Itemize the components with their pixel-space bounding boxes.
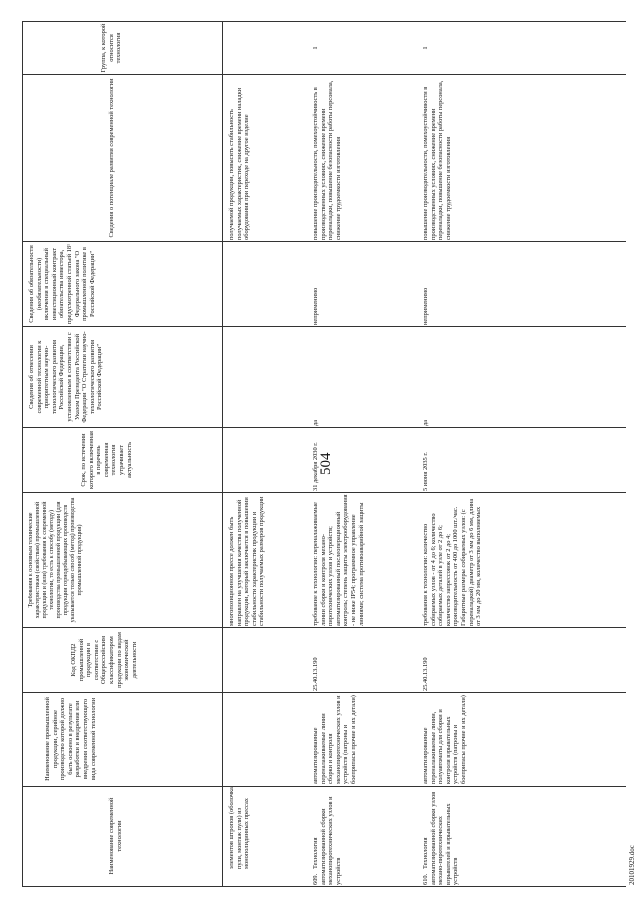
continuation-requirements: многопозиционном прессе должен быть направлен на улучшения качества полученной продукции, который заключается в повышении стабильности характеристик продукции и стабильности получаемых размеров продукции	[228, 496, 266, 626]
row-610-product: автоматизированные переналаживаемые линии, полуавтоматы для сборки и контроля взрывательных устройств (патроны и боеприпасы прочие и их детали)	[422, 695, 467, 784]
row-609-group: 1	[312, 46, 319, 50]
row-609-spik: неприменимо	[312, 287, 319, 325]
row-609-requirements: требование к технологии: переналаживаемые линии сборки и контроля механо-пиротехнических узлов и устройств; автоматизированный послеоперационный контроль; степень защиты электрооборудования - не ниже IP54; программное управление линиями; система противоаварийной защиты	[312, 494, 365, 626]
col-divider	[22, 74, 626, 75]
row-610-group: 1	[422, 46, 429, 50]
row-610-potential: повышение производительности, помехоустойчивости в производственных условиях, снижение времени переналадки, повышение безопасности работы персонала, снижение трудоемкости изготовления	[422, 80, 452, 240]
border-left	[22, 886, 626, 887]
row-610-spik: неприменимо	[422, 287, 429, 325]
row-609-potential: повышение производительности, помехоустойчивость в производственных условиях, снижение времени переналадки, повышение безопасности работы персонала, снижение трудоемкости изготовления	[312, 80, 342, 240]
col-divider	[22, 427, 626, 428]
row-number: 610.	[422, 873, 429, 885]
header-group: Группа, к которой относится технология	[100, 23, 123, 73]
page-number: 504	[318, 452, 334, 475]
border-right	[22, 21, 626, 22]
continuation-name: элементов штропов (оболочка пули, монтаж пули) из монополидинных прессах	[228, 787, 251, 869]
row-610-priority: да	[422, 419, 429, 426]
row-609-priority: да	[312, 419, 319, 426]
row-number: 609.	[312, 873, 319, 885]
row-609-okpd: 25.40.13.190	[312, 657, 319, 691]
header-priority: Сведения об отнесении современной технологии к приоритетным научно-технологического развития Российской Федерации, установленным в соответствии с Указом Президента Российской Федерации "О Стратегии научно-технологического развития Российской Федерации"	[28, 331, 104, 423]
continuation-potential: получаемой продукции, повысить стабильность получаемых характеристик, снижение времени наладки оборудования при переходе на другое изделие	[228, 87, 251, 240]
header-product: Наименование промышленной продукции, серийное производство которой должно быть освоено в результате разработки и внедрения или внедрения соответствующего вида современной технологии	[44, 697, 97, 781]
document-id: 20101929.doc	[628, 845, 636, 885]
technology-table	[22, 21, 626, 887]
row-609-product: автоматизированные переналаживаемые линии сборки и контроля механопиротехнических узлов и устройств (патроны и боеприпасы прочие и их детали)	[312, 695, 357, 784]
technology-name: Технология автоматизированной сборки узлов механо-пиротехнических взрывателей и взрывательных устройств	[422, 791, 460, 885]
col-divider	[22, 241, 626, 242]
header-okpd: Код ОКПД2 промышленной продукции в соответствии с Общероссийским классификатором продукции по видам экономической деятельности	[70, 632, 138, 688]
technology-name: Технология автоматизированной сборки механопиротехнических узлов и устройств	[312, 796, 342, 885]
header-potential: Сведения о потенциале развития современной технологии	[108, 78, 115, 238]
header-divider	[222, 21, 223, 887]
header-spik: Сведения об обязательности (необязательности) включения в специальный инвестиционный контракт обязательства инвестора, предусмотренной статьей 18¹ Федерального закона "О промышленной политике в Российской Федерации"	[28, 244, 96, 325]
header-requirements: Требования к основным технические характеристикам (свойствам) промышленной продукции и (или) требования к современной технологии, то есть к способу (методу) производства промышленной продукции (для продукции горнодобывающих производств указывается только способ (метод) производства промышленной продукции)	[28, 497, 83, 623]
col-divider	[22, 692, 626, 693]
row-609-name	[312, 787, 342, 885]
row-610-deadline: 5 июня 2035 г.	[422, 452, 429, 491]
row-610-requirements: требования к технологии: количество собираемых узлов - от 4 до 6; количество собираемых деталей в узле от 2 до 6; количество запрессовок от 2 до 4; производительность от 400 до 1000 шт./час. Габаритные размеры собираемых узлов: (с переналадкой) диаметр от 3 мм до 6 мм, длина от 3 мм до 20 мм, количество выполняемых	[422, 498, 483, 626]
col-divider	[22, 627, 626, 628]
border-top	[22, 21, 23, 887]
row-610-name	[422, 787, 460, 885]
header-name: Наименование современной технологии	[108, 797, 123, 875]
row-609-deadline: 31 декабря 2030 г.	[312, 442, 319, 491]
col-divider	[22, 326, 626, 327]
col-divider	[22, 492, 626, 493]
row-610-okpd: 25.40.13.190	[422, 657, 429, 691]
header-deadline: Срок, по истечении которого включенная в перечень современная технология утрачивает актуальность	[80, 431, 133, 489]
